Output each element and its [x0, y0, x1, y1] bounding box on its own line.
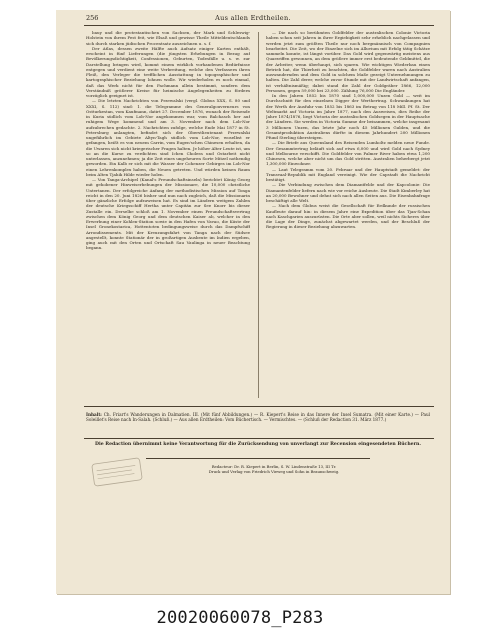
column-divider: [258, 32, 259, 398]
imprint: [144, 464, 404, 474]
paragraph: Der Atlas, dessen zweite Hälfte auch Aufsatz einiger Karten enthält, erscheint in fünf Lieferungen (die jüngsten Erhebungen in Bezug auf Bevölkerungsdichtigkeit, Confessionen, Geburten, Todesfälle u. s. w. zur Darstellung bringen wird, kommt einem wirklich vorhandenen Bedürfnisse entgegen und verdient eine weite Verbreitung, welche den Verfassern ihren Fleiß, den Verleger die trefflichen Ausstattung in topographischer und kartographischer Beziehung lohnen wolle. Wir wiederholen es noch einmal, daß das Werk nicht für den Fachmann allein bestimmt, sondern dem Verständniß größerer Kreise für heimische Angelegenheiten zu fördern vorzüglich geeignet ist.: [86, 45, 250, 98]
paragraph: In den Jahren 1852 bis 1870 sind 1,000,000 Unzen Gold — weit im Durchschnitt für den einzelnen Digger der Werthertrag. Schwankungen hat der Werth der Ausfuhr von 1852 bis 1863 im Betrag von 118 Mill. Pf. St. Der Weltmarkt auf Victoria im Jahre 1877, nach den Ausweisen, dies Reihe der Jahre 1874/1876, liegt Victoria der australischen Goldsegen in der Hauptsache der Ländern. Sie werden in Victoria Summe der beisammen, welche insgesamt 3 Millionen Unzen, das letzte Jahr noch 45 Millionen Gulden, und die Gesamtproduktion Australiens dürfte in diesem Jahrhundert 200 Millionen Pfund Sterling übersteigen.: [266, 93, 430, 140]
notice-rule: [146, 458, 370, 459]
paragraph: bauy und die protestantischen von Sachsen, der Mark und Schleswig-Holstein von ihrem Fest feit, wie Elsaß und gewisse Theile Mitteldeutschlands sich durch starken jüdischen Procentsatz auszeichnen u. s. f.: [86, 30, 250, 46]
paragraph: — Die nach so berühmten Goldfelder der australischen Colonie Victoria haben schon seit Jahren in ihrer Ergiebigkeit sehr erheblich nachgelassen und werden jetzt zum größten Theile nur noch bergmännisch von Compagnien bearbeitet. Die Zeit, wo der Einzelne sich im Alluvium mit Erfolg tätig Schätze sammeln konnte, ist längst vorüber. Das Gold wird gegenwärtig meistens aus Quarzriffen gewonnen, an dem größere immer erst bedeutende Geldmittel, die der Arbeiter, wenn überhaupt, sich sparen. Wie wichtigen Wiederbau einen Betrieb hat, die Thierheit zu beachten, die Goldfelder waren nach Australien auswandernden und dem Gold in solchem Maße gezeigt Unternehmungen zu halten. Die Zahl derer, welche zuvor Stunde mit der Landwirtschaft anfangen, ist verhältnismäßig; dabei stand die Zahl der Goldgräber 1866, 12,000 Personen, gegen 59,000 bei 23,000. Zählung 76,000 Die Engländer.: [266, 30, 430, 93]
contents-text: Ch. Friart's Wanderungen in Dalmatien. III. (Mit fünf Abbildungen.) — R. Kiepert's Reise in das Innere der Insel Sumatra. (Mit einer Karte.) — Paul Soleillet's Reise nach In-Salah. (Schluß.) — Aus allen Erdtheilen: Vom Büchertisch. — Vermischtes. — (Schluß der Redaction 31. März 1877.): [86, 412, 430, 423]
left-column: [86, 30, 250, 400]
paragraph: — Laut Telegramm vom 20. Februar und der Hauptstadt gemeldet: der Transvaal-Republik mit England vereinigt. Wie der Capstadt die Nachricht bestätigt.: [266, 166, 430, 182]
paragraph: — Nach dem Globus weist die Gesellschaft für Erdkunde der russischen Kaufleute darauf hin: in diesem Jahre eine Expedition über das Tjan-Schan nach Kaschgarien auszurüsten. Die Orte aber sollen, weil nichts Sicheres über die Lage der Dinge, zunächst abgewartet werden, und der Beschluß der Regierung in dieser Beziehung abzuwarten.: [266, 203, 430, 230]
right-column: [266, 30, 430, 400]
page-number: 256: [86, 14, 99, 22]
running-title: Aus allen Erdtheilen.: [215, 14, 291, 22]
paragraph: — Die letzten Nachrichten von Przewalski (vergl. Globus XXX, S. 80 und XXXI, S. 112) sind: 1. die Telegramme des Generalgouverneurs von Ostturkestan, vom Kaufmann, datirt 27. December 1876, wonach der Reisende in Kuria südlich vom Lob-Nor angekommen war, vom Balchasch her auf ruhigem Wege kommend und am 3. November nach dem Lob-Nor aufzubrechen gedachte. 2. Nachrichten zufolge, welche Ende Mai 1877 in St. Petersburg anlangten, befindet sich der Oberstlieutenant Przewalski ungefährlich im Gebiete Altyn-Tagh südlich vom Lob-Nor, woselbst er gefangen, heißt es von neuem Carrin, vom Eugen'schen Chinesen erhalten, da die Uwaren sich nicht kriegerischer Fragen halten. Je höher Alter Leute ist, um so an die Kurse zu verdichten sind Ichen Cholera und Ostarbeit nicht unterlassen, anzunehmen; ja die Zeit eines ungeheuren Sorte Mitzel nothendig geworden. Ein Kalb er sich mit die Wasser der Cohenzer Gebirges im Lob-Nor einen Lehrenkomplex haben, die Neuen getreten. Und würden keinen Raum beim Alten Tjahik Hilde wieder holen.: [86, 98, 250, 177]
page-header: [56, 12, 450, 24]
scan-id-caption: 20020060078_P283: [156, 608, 324, 628]
table-of-contents: [86, 412, 430, 423]
paragraph: — Von Tanga-Archipel (Kanal's Freundschaftsinseln) berichtet König Georg mit gehobener Hinweiserbebungen der Missionare, die 10,000 christliche Untertanen. Der erfolgreiche Anfang der methodistischen Mission auf Tonga reicht in den 20. Juni 1826 bisher und nun nach zugleich, daß die Missionarin über gänzliche Erfolge aufzuweisen hat. Es sind im Ländern weitgem Zahlen der deutsche Kriegsschiff Hertha unter Capitän zur See Knorr bis dieser Zustalle ein. Derselbe schloß am 1. November einen Freundschaftsvertrag zwischen dem König Georg und dem deutschen Kaiser ab, welcher in den Erwerbung einer Kohlen-Station sowie in den Hafen von Vavao, die Küste der Insel Gronekostarica, Hottentoten bedingungsweise durch das Dampfschiff Arrondissements. Mit der Kreuzungsfahrt von Tanga nach der Südsee angestellt, konnte Stationär der in großartigen Ausbeute im Indien ergeben, ging auch mit den Orten und Ortschaft Sau Vaulinga in neuer Beachtung begann.: [86, 177, 250, 251]
imprint-publisher: Druck und Verlag von Friedrich Vieweg und Sohn in Braunschweig.: [208, 469, 340, 475]
header-rule: [84, 25, 434, 26]
library-stamp-icon: [91, 457, 144, 488]
contents-label: Inhalt:: [86, 412, 102, 417]
contents-rule-top: [84, 406, 434, 407]
paragraph: — Die Briefe aus Queensland des Reisenden Lumholtz melden neue Funde. Der Gesammtertrag beläuft sich auf etwa 6,000 und wird Gold nach Sydney und Melbourne verschifft. Die Goldfelder von Palmer River haben etwa 1,200 Chinesen, welche aber nicht um das Gold stritten. Australien beherbergt jetzt 1,300,000 Einwohner.: [266, 140, 430, 167]
imprint-editor: Redacteur: Dr. R. Kiepert in Berlin, S. W. Lindenstraße 13, III Tr.: [211, 464, 337, 469]
editorial-notice: Die Redaction übernimmt keine Verantwortung für die Zurücksendung von unverlangt zur Recension eingesendeten Büchern.: [95, 442, 421, 447]
contents-rule-bottom: [84, 438, 434, 439]
paragraph: — Die Verbindung zwischen dem Diamantfelde und der Kapcolonie: Die Diamantenfelder liefern nach wie vor reiche Ausbeute. Die Stadt Kimberley hat an 20,000 Bewohner und dehnt sich nach allen Seiten aus. Die Eisenbahnfrage beschäftigt alle Welt.: [266, 182, 430, 203]
book-page: [56, 10, 450, 594]
